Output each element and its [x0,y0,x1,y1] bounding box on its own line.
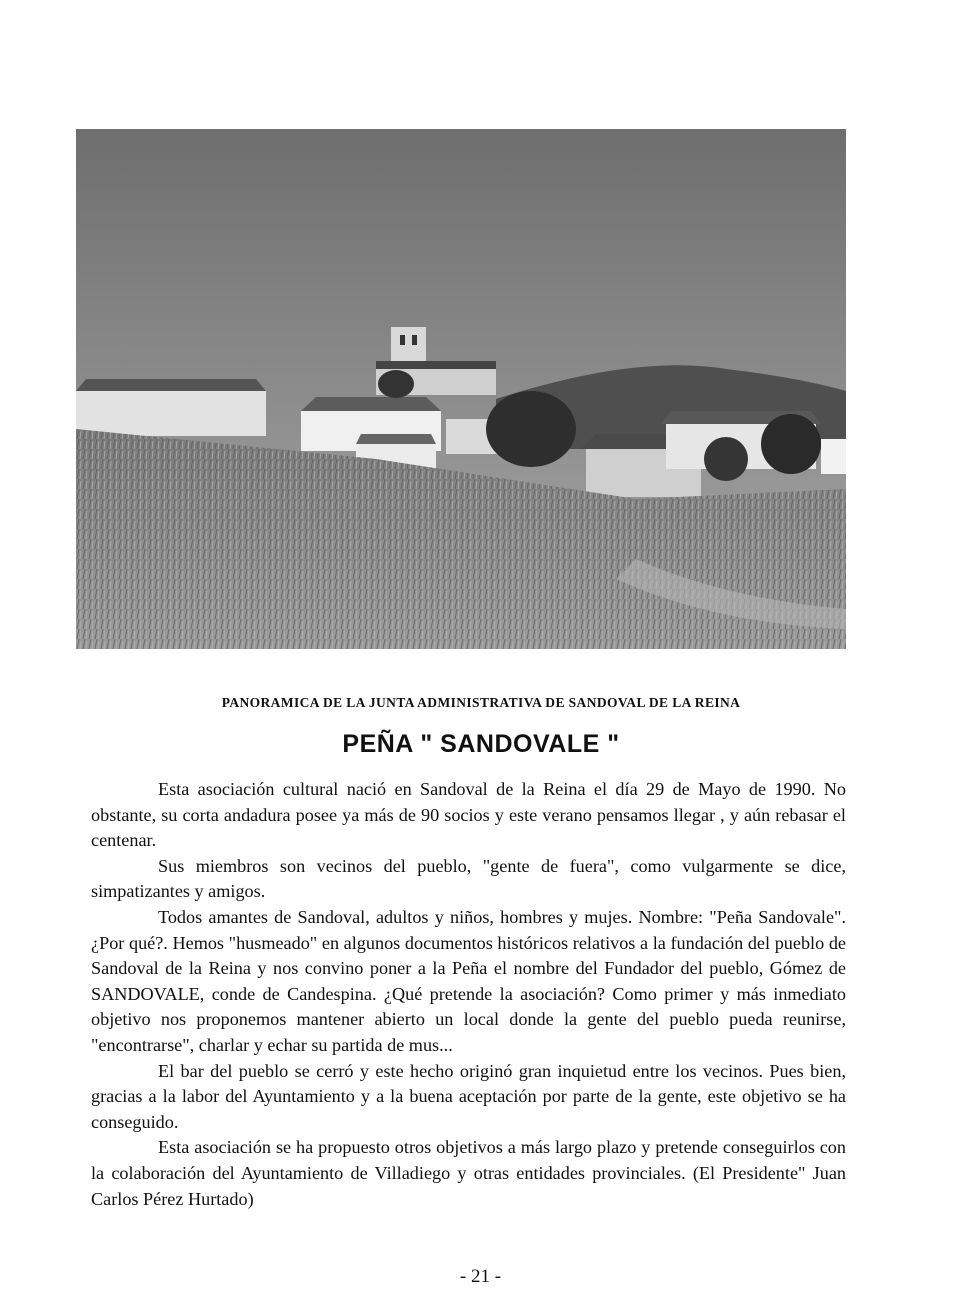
article-body [91,777,846,1212]
paragraph: Esta asociación cultural nació en Sandoval de la Reina el día 29 de Mayo de 1990. No obstante, su corta andadura posee ya más de 90 socios y este verano pensamos llegar , y aún rebasar el centenar. [91,779,846,851]
paragraph: Todos amantes de Sandoval, adultos y niños, hombres y mujes. Nombre: "Peña Sandovale". ¿Por qué?. Hemos "husmeado" en algunos documentos históricos relativos a la fundación del pueblo de Sandoval de la Reina y nos convino poner a la Peña el nombre del Fundador del pueblo, Gómez de SANDOVALE, conde de Candespina. ¿Qué pretende la asociación? Como primer y más inmediato objetivo nos proponemos mantener abierto un local donde la gente del pueblo pueda reunirse, "encontrarse", charlar y echar su partida de mus... [91,906,846,1055]
paragraph: El bar del pueblo se cerró y este hecho originó gran inquietud entre los vecinos. Pues bien, gracias a la labor del Ayuntamiento y a la buena aceptación por parte de la gente, este objetivo se ha conseguido. [91,1060,846,1132]
paragraph: Sus miembros son vecinos del pueblo, "gente de fuera", como vulgarmente se dice, simpatizantes y amigos. [91,855,846,902]
page-number: - 21 - [459,1266,502,1287]
photo-caption: PANORAMICA DE LA JUNTA ADMINISTRATIVA DE SANDOVAL DE LA REINA [221,695,741,710]
article-title: PEÑA " SANDOVALE " [342,730,620,758]
landscape-photo [76,129,846,649]
paragraph: Esta asociación se ha propuesto otros objetivos a más largo plazo y pretende conseguirlos con la colaboración del Ayuntamiento de Villadiego y otras entidades provinciales. (El Presidente" Juan Carlos Pérez Hurtado) [91,1137,846,1209]
village-panorama-image [76,129,846,649]
